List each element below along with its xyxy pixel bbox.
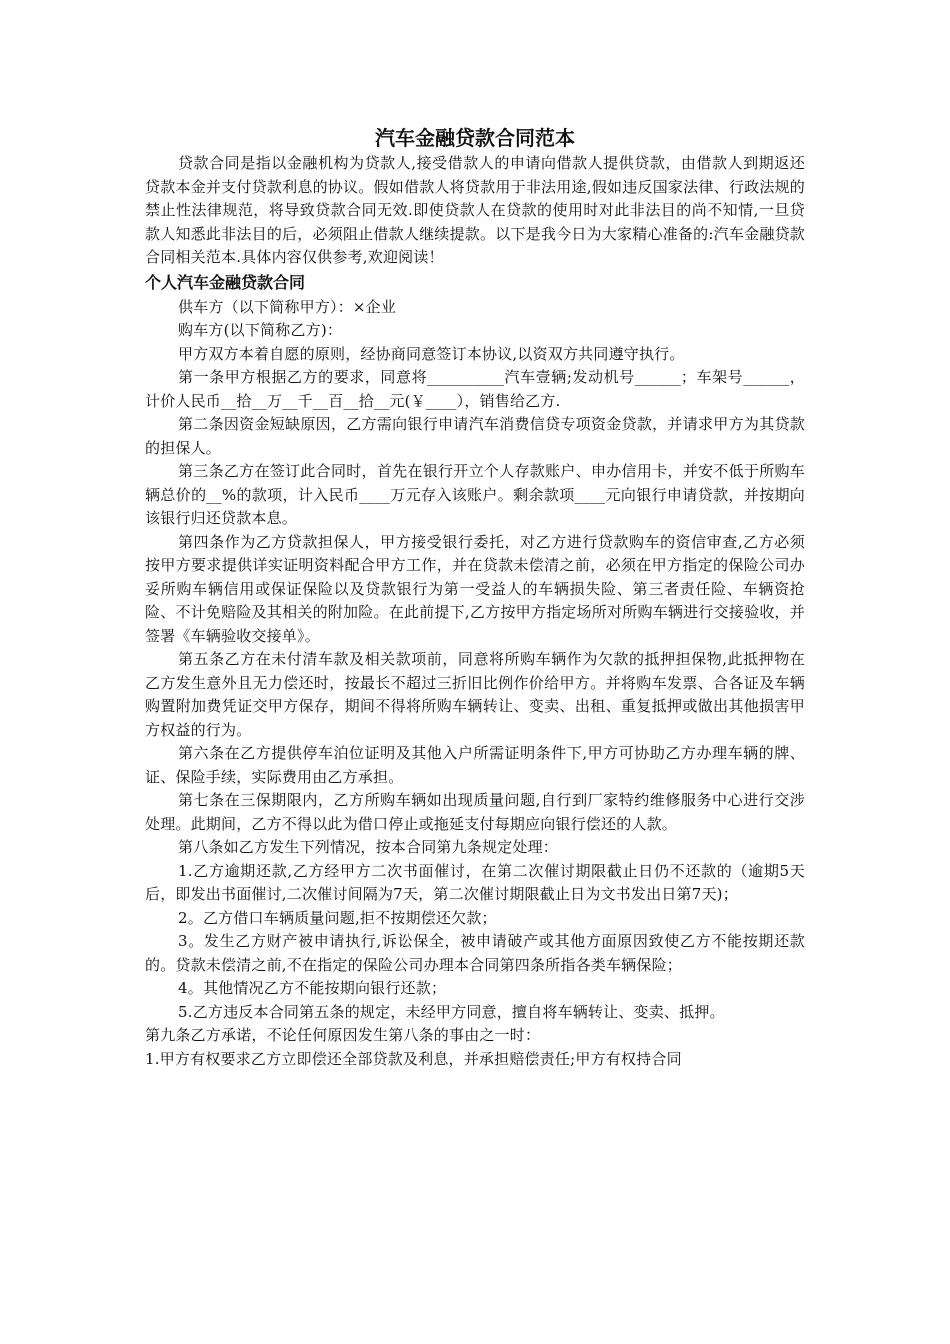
clause-2: 第二条因资金短缺原因，乙方需向银行申请汽车消费信贷专项资金贷款，并请求甲方为其贷款的担保人。 (145, 415, 805, 457)
section-title: 个人汽车金融贷款合同 (145, 272, 306, 292)
clause-5: 第五条乙方在未付清车款及相关款项前，同意将所购车辆作为欠款的抵押担保物,此抵押物在乙方发生意外且无力偿还时，按最长不超过三折旧比例作价给甲方。并将购车发票、合各证及车辆购置附加费凭证交甲方保存，期间不得将所购车辆转让、变卖、出租、重复抵押或做出其他损害甲方权益的行为。 (145, 650, 805, 739)
clause-4: 第四条作为乙方贷款担保人，甲方接受银行委托，对乙方进行贷款购车的资信审查,乙方必须按甲方要求提供详实证明资料配合甲方工作，并在贷款未偿清之前，必须在甲方指定的保险公司办妥所购车辆信用或保证保险以及贷款银行为第一受益人的车辆损失险、第三者责任险、车辆资抢险、不计免赔险及其相关的附加险。在此前提下,乙方按甲方指定场所对所购车辆进行交接验收，并签署《车辆验收交接单》。 (145, 532, 805, 645)
clause-8: 第八条如乙方发生下列情况，按本合同第九条规定处理： (178, 838, 559, 856)
clause-8-item-4: 4。其他情况乙方不能按期向银行还款； (178, 979, 447, 997)
document-page (145, 124, 805, 1071)
clause-8-item-1: 1.乙方逾期还款,乙方经甲方二次书面催讨，在第二次催讨期限截止日仍不还款的（逾期5天后，即发出书面催讨,二次催讨间隔为7天，第二次催讨期限截止日为文书发出日第7天)； (145, 861, 805, 903)
paragraph-buyer: 购车方(以下简称乙方)： (178, 321, 343, 339)
clause-7: 第七条在三保期限内，乙方所购车辆如出现质量问题,自行到厂家特约维修服务中心进行交涉处理。此期间，乙方不得以此为借口停止或拖延支付每期应向银行偿还的人款。 (145, 791, 805, 833)
clause-8-item-2: 2。乙方借口车辆质量问题,拒不按期偿还欠款； (178, 908, 497, 927)
document-title: 汽车金融贷款合同范本 (375, 126, 575, 150)
clause-3: 第三条乙方在签订此合同时，首先在银行开立个人存款账户、申办信用卡，并安不低于所购车辆总价的__%的款项，计入民币____万元存入该账户。剩余款项____元向银行申请贷款，并按期向该银行归还贷款本息。 (145, 462, 805, 527)
clause-8-item-3: 3。发生乙方财产被申请执行,诉讼保全，被申请破产或其他方面原因致使乙方不能按期还款的。贷款未偿清之前,不在指定的保险公司办理本合同第四条所指各类车辆保险； (145, 932, 805, 974)
clause-1: 第一条甲方根据乙方的要求，同意将__________汽车壹辆;发动机号______；车架号______，计价人民币__拾__万__千__百__拾__元(￥____），销售给乙方. (145, 368, 805, 410)
clause-6: 第六条在乙方提供停车泊位证明及其他入户所需证明条件下,甲方可协助乙方办理车辆的牌、证、保险手续，实际费用由乙方承担。 (145, 744, 805, 786)
paragraph-supplier: 供车方（以下简称甲方）：×企业 (178, 297, 397, 316)
intro-paragraph: 贷款合同是指以金融机构为贷款人,接受借款人的申请向借款人提供贷款，由借款人到期返还贷款本金并支付贷款利息的协议。假如借款人将贷款用于非法用途,假如违反国家法律、行政法规的禁止性法律规范，将导致贷款合同无效.即使贷款人在贷款的使用时对此非法目的尚不知情,一旦贷款人知悉此非法目的后，必须阻止借款人继续提款。以下是我今日为大家精心准备的:汽车金融贷款合同相关范本.具体内容仅供参考,欢迎阅读！ (145, 154, 805, 266)
clause-9-item-1: 1.甲方有权要求乙方立即偿还全部贷款及利息，并承担赔偿责任;甲方有权持合同 (145, 1049, 682, 1068)
clause-9: 第九条乙方承诺，不论任何原因发生第八条的事由之一时： (145, 1026, 541, 1044)
paragraph-agreement: 甲方双方本着自愿的原则，经协商同意签订本协议,以资双方共同遵守执行。 (178, 344, 685, 363)
clause-8-item-5: 5.乙方违反本合同第五条的规定，未经甲方同意，擅自将车辆转让、变卖、抵押。 (178, 1002, 725, 1021)
